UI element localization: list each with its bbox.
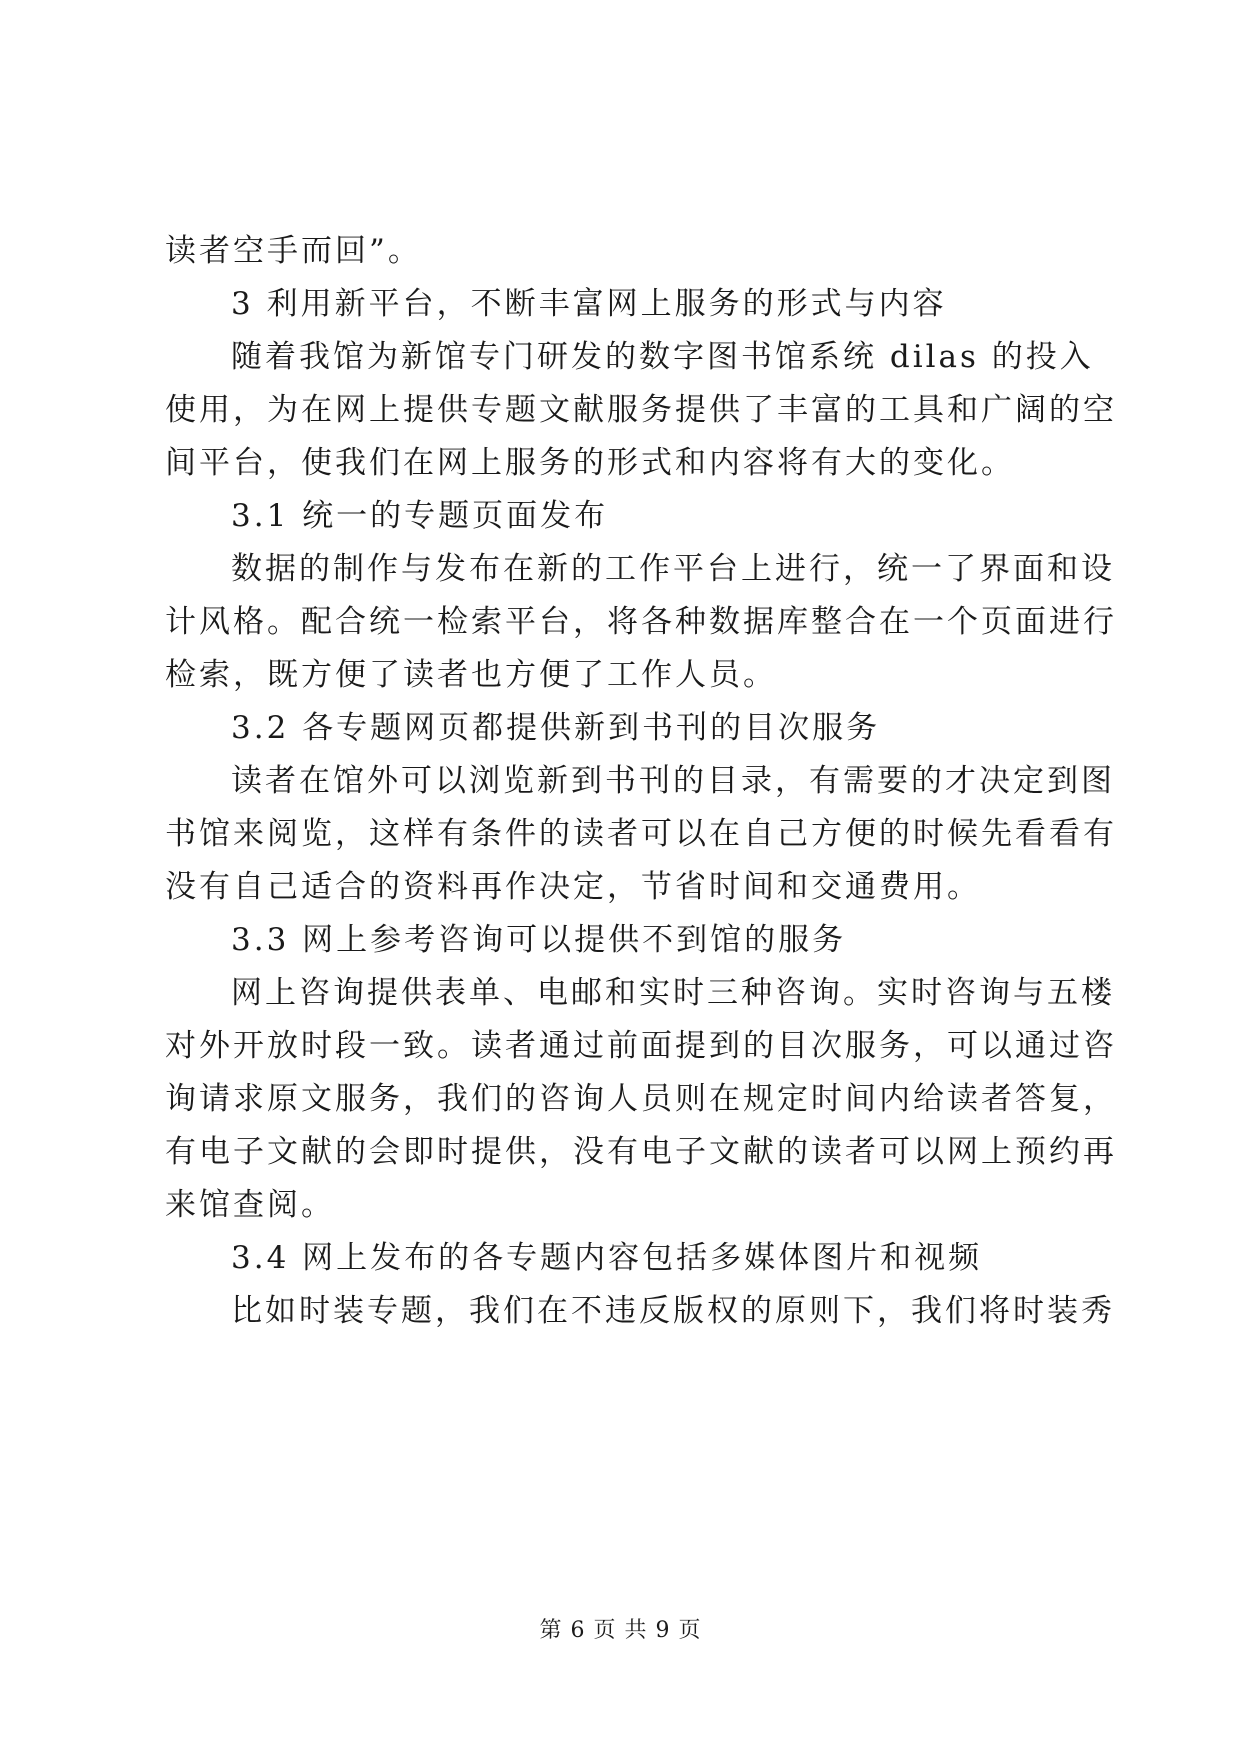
paragraph-line: 有电子文献的会即时提供，没有电子文献的读者可以网上预约再 — [165, 1134, 1117, 1170]
paragraph-first-line: 网上咨询提供表单、电邮和实时三种咨询。实时咨询与五楼 — [231, 975, 1115, 1011]
page-footer: 第 6 页 共 9 页 — [539, 1618, 702, 1643]
paragraph-first-line: 3 利用新平台，不断丰富网上服务的形式与内容 — [231, 286, 947, 322]
paragraph-first-line: 随着我馆为新馆专门研发的数字图书馆系统 dilas 的投入 — [231, 339, 1094, 375]
paragraph-first-line: 3.4 网上发布的各专题内容包括多媒体图片和视频 — [231, 1240, 983, 1276]
paragraph-first-line: 读者在馆外可以浏览新到书刊的目录，有需要的才决定到图 — [231, 763, 1115, 799]
document-body — [165, 225, 1117, 1338]
paragraph-line: 间平台，使我们在网上服务的形式和内容将有大的变化。 — [165, 445, 1015, 481]
paragraph-line: 书馆来阅览，这样有条件的读者可以在自己方便的时候先看看有 — [165, 816, 1117, 852]
paragraph-line: 询请求原文服务，我们的咨询人员则在规定时间内给读者答复， — [165, 1081, 1117, 1117]
paragraph-line: 没有自己适合的资料再作决定，节省时间和交通费用。 — [165, 869, 981, 905]
paragraph-first-line: 比如时装专题，我们在不违反版权的原则下，我们将时装秀 — [231, 1293, 1115, 1329]
paragraph-line: 使用，为在网上提供专题文献服务提供了丰富的工具和广阔的空 — [165, 392, 1117, 428]
paragraph-first-line: 数据的制作与发布在新的工作平台上进行，统一了界面和设 — [231, 551, 1115, 587]
paragraph-first-line: 3.1 统一的专题页面发布 — [231, 498, 609, 534]
paragraph-line: 检索，既方便了读者也方便了工作人员。 — [165, 657, 777, 693]
paragraph-line: 读者空手而回”。 — [165, 233, 422, 269]
paragraph-first-line: 3.2 各专题网页都提供新到书刊的目次服务 — [231, 710, 881, 746]
paragraph-line: 对外开放时段一致。读者通过前面提到的目次服务，可以通过咨 — [165, 1028, 1117, 1064]
paragraph-first-line: 3.3 网上参考咨询可以提供不到馆的服务 — [231, 922, 847, 958]
paragraph-line: 计风格。配合统一检索平台，将各种数据库整合在一个页面进行 — [165, 604, 1117, 640]
paragraph-line: 来馆查阅。 — [165, 1187, 335, 1223]
